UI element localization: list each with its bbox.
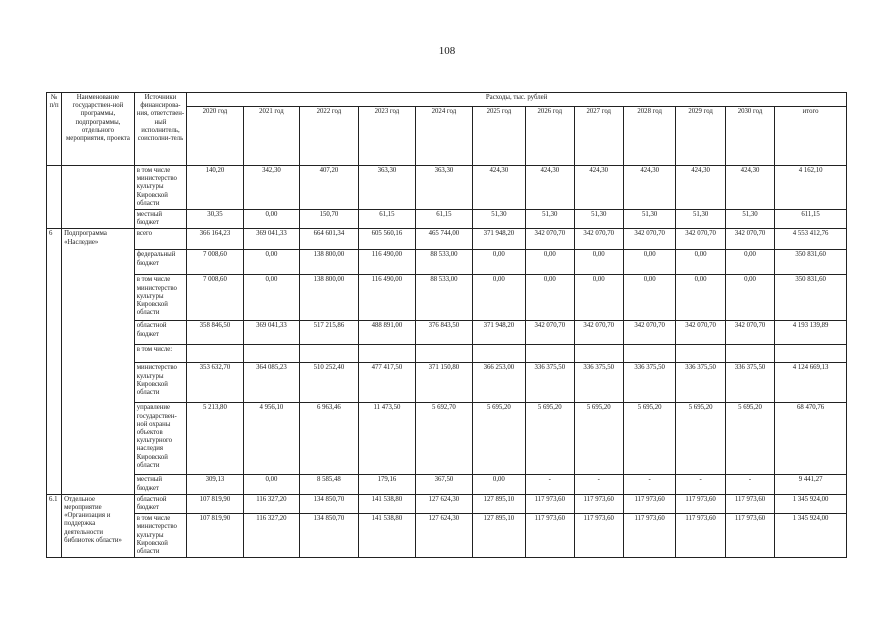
value-cell: 141 538,80 bbox=[358, 494, 416, 513]
value-cell bbox=[416, 345, 472, 363]
value-cell: 488 891,00 bbox=[358, 321, 416, 345]
table-row bbox=[47, 229, 847, 250]
value-cell: 0,00 bbox=[526, 250, 574, 275]
value-cell: 117 973,60 bbox=[676, 514, 725, 558]
value-cell: 138 800,00 bbox=[300, 250, 359, 275]
value-cell: 1 345 924,00 bbox=[775, 494, 847, 513]
value-cell: 116 490,00 bbox=[358, 275, 416, 321]
value-cell: 342 070,70 bbox=[676, 321, 725, 345]
table-row bbox=[47, 363, 847, 403]
value-cell: 342 070,70 bbox=[623, 321, 675, 345]
value-cell: 117 973,60 bbox=[623, 514, 675, 558]
row-name: Подпрограмма «Наследие» bbox=[62, 229, 135, 494]
value-cell: 0,00 bbox=[472, 275, 525, 321]
value-cell: 336 375,50 bbox=[526, 363, 574, 403]
value-cell: 342 070,70 bbox=[574, 321, 623, 345]
value-cell: 127 624,30 bbox=[416, 514, 472, 558]
value-cell: 424,30 bbox=[526, 166, 574, 210]
value-cell: 5 695,20 bbox=[472, 403, 525, 475]
value-cell: 5 692,70 bbox=[416, 403, 472, 475]
value-cell: 0,00 bbox=[574, 250, 623, 275]
value-cell: 51,30 bbox=[623, 210, 675, 229]
value-cell: 353 632,70 bbox=[187, 363, 243, 403]
value-cell: 8 585,48 bbox=[300, 475, 359, 494]
value-cell: 611,15 bbox=[775, 210, 847, 229]
value-cell: 336 375,50 bbox=[574, 363, 623, 403]
row-number bbox=[47, 166, 62, 229]
value-cell: 424,30 bbox=[472, 166, 525, 210]
value-cell: 342 070,70 bbox=[676, 229, 725, 250]
row-number: 6.1 bbox=[47, 494, 62, 557]
value-cell: 179,16 bbox=[358, 475, 416, 494]
header-year: 2027 год bbox=[574, 107, 623, 166]
value-cell bbox=[623, 345, 675, 363]
value-cell: 134 850,70 bbox=[300, 494, 359, 513]
value-cell bbox=[725, 345, 774, 363]
value-cell: 4 162,10 bbox=[775, 166, 847, 210]
value-cell bbox=[472, 345, 525, 363]
value-cell: 0,00 bbox=[243, 275, 299, 321]
row-source: в том числе министерство культуры Кировской области bbox=[134, 514, 186, 558]
value-cell: 510 252,40 bbox=[300, 363, 359, 403]
value-cell: 117 973,60 bbox=[574, 494, 623, 513]
value-cell: 465 744,00 bbox=[416, 229, 472, 250]
value-cell: 0,00 bbox=[472, 475, 525, 494]
value-cell: 0,00 bbox=[574, 275, 623, 321]
value-cell: 5 213,80 bbox=[187, 403, 243, 475]
value-cell: 424,30 bbox=[725, 166, 774, 210]
value-cell: 5 695,20 bbox=[574, 403, 623, 475]
value-cell: 1 345 924,00 bbox=[775, 514, 847, 558]
value-cell bbox=[775, 345, 847, 363]
value-cell: 369 041,33 bbox=[243, 229, 299, 250]
value-cell: 9 441,27 bbox=[775, 475, 847, 494]
value-cell bbox=[187, 345, 243, 363]
value-cell: 424,30 bbox=[623, 166, 675, 210]
value-cell: - bbox=[725, 475, 774, 494]
value-cell: 517 215,86 bbox=[300, 321, 359, 345]
value-cell: 68 470,76 bbox=[775, 403, 847, 475]
row-source: местный бюджет bbox=[134, 475, 186, 494]
value-cell: 0,00 bbox=[725, 275, 774, 321]
value-cell: 369 041,33 bbox=[243, 321, 299, 345]
value-cell: 342 070,70 bbox=[526, 229, 574, 250]
value-cell: 30,35 bbox=[187, 210, 243, 229]
value-cell: 336 375,50 bbox=[725, 363, 774, 403]
budget-table bbox=[46, 92, 847, 558]
value-cell: 0,00 bbox=[243, 210, 299, 229]
table-row bbox=[47, 403, 847, 475]
value-cell: 5 695,20 bbox=[623, 403, 675, 475]
value-cell: 342,30 bbox=[243, 166, 299, 210]
value-cell: 61,15 bbox=[416, 210, 472, 229]
value-cell bbox=[574, 345, 623, 363]
value-cell: 0,00 bbox=[676, 275, 725, 321]
table-row bbox=[47, 321, 847, 345]
value-cell: 117 973,60 bbox=[623, 494, 675, 513]
value-cell: 0,00 bbox=[243, 250, 299, 275]
header-year: 2024 год bbox=[416, 107, 472, 166]
value-cell: 88 533,00 bbox=[416, 275, 472, 321]
value-cell bbox=[300, 345, 359, 363]
value-cell: 127 624,30 bbox=[416, 494, 472, 513]
value-cell: 117 973,60 bbox=[725, 514, 774, 558]
value-cell: 0,00 bbox=[472, 250, 525, 275]
value-cell: 0,00 bbox=[623, 250, 675, 275]
value-cell: 336 375,50 bbox=[676, 363, 725, 403]
value-cell: - bbox=[574, 475, 623, 494]
value-cell: 107 819,90 bbox=[187, 514, 243, 558]
value-cell: 342 070,70 bbox=[725, 321, 774, 345]
value-cell: 116 327,20 bbox=[243, 514, 299, 558]
row-source: в том числе: bbox=[134, 345, 186, 363]
value-cell: 117 973,60 bbox=[574, 514, 623, 558]
value-cell: 364 085,23 bbox=[243, 363, 299, 403]
value-cell: 309,13 bbox=[187, 475, 243, 494]
value-cell: 0,00 bbox=[243, 475, 299, 494]
value-cell: 0,00 bbox=[725, 250, 774, 275]
value-cell: 477 417,50 bbox=[358, 363, 416, 403]
value-cell: 141 538,80 bbox=[358, 514, 416, 558]
value-cell: 342 070,70 bbox=[574, 229, 623, 250]
value-cell: 0,00 bbox=[526, 275, 574, 321]
header-year: 2030 год bbox=[725, 107, 774, 166]
value-cell: 424,30 bbox=[676, 166, 725, 210]
value-cell: 366 164,23 bbox=[187, 229, 243, 250]
value-cell: - bbox=[623, 475, 675, 494]
value-cell: 138 800,00 bbox=[300, 275, 359, 321]
value-cell: 371 948,20 bbox=[472, 229, 525, 250]
value-cell: 4 124 669,13 bbox=[775, 363, 847, 403]
value-cell: 350 831,60 bbox=[775, 275, 847, 321]
value-cell: 0,00 bbox=[623, 275, 675, 321]
page-number: 108 bbox=[438, 45, 456, 57]
value-cell bbox=[358, 345, 416, 363]
header-source: Источники финансирова-ния, ответствен-ный исполнитель, соисполни-тель bbox=[134, 93, 186, 166]
header-name: Наименование государствен-ной программы, подпрограммы, отдельного мероприятия, проекта bbox=[62, 93, 135, 166]
value-cell: 342 070,70 bbox=[725, 229, 774, 250]
row-name bbox=[62, 166, 135, 229]
value-cell: 342 070,70 bbox=[623, 229, 675, 250]
value-cell: 7 008,60 bbox=[187, 275, 243, 321]
table-row bbox=[47, 345, 847, 363]
value-cell: 134 850,70 bbox=[300, 514, 359, 558]
header-number: № п/п bbox=[47, 93, 62, 166]
header-year: 2026 год bbox=[526, 107, 574, 166]
value-cell: 51,30 bbox=[472, 210, 525, 229]
row-number: 6 bbox=[47, 229, 62, 494]
value-cell: 336 375,50 bbox=[623, 363, 675, 403]
row-source: федеральный бюджет bbox=[134, 250, 186, 275]
value-cell bbox=[526, 345, 574, 363]
value-cell: 363,30 bbox=[416, 166, 472, 210]
value-cell: 7 008,60 bbox=[187, 250, 243, 275]
value-cell: 363,30 bbox=[358, 166, 416, 210]
header-year: 2020 год bbox=[187, 107, 243, 166]
table-row bbox=[47, 494, 847, 513]
value-cell: 4 956,10 bbox=[243, 403, 299, 475]
value-cell: 116 327,20 bbox=[243, 494, 299, 513]
table-row bbox=[47, 275, 847, 321]
value-cell: 5 695,20 bbox=[526, 403, 574, 475]
value-cell: 117 973,60 bbox=[526, 494, 574, 513]
value-cell: 371 150,80 bbox=[416, 363, 472, 403]
row-name: Отдельное мероприятие «Организация и поддержка деятельности библиотек области» bbox=[62, 494, 135, 557]
value-cell: 61,15 bbox=[358, 210, 416, 229]
value-cell: 424,30 bbox=[574, 166, 623, 210]
value-cell: 117 973,60 bbox=[526, 514, 574, 558]
header-expenses: Расходы, тыс. рублей bbox=[187, 93, 847, 107]
row-source: всего bbox=[134, 229, 186, 250]
value-cell: 358 846,50 bbox=[187, 321, 243, 345]
header-year: итого bbox=[775, 107, 847, 166]
row-source: областной бюджет bbox=[134, 494, 186, 513]
row-source: в том числе министерство культуры Кировской области bbox=[134, 275, 186, 321]
value-cell: 664 601,34 bbox=[300, 229, 359, 250]
value-cell: 51,30 bbox=[526, 210, 574, 229]
value-cell: 407,20 bbox=[300, 166, 359, 210]
value-cell: 117 973,60 bbox=[725, 494, 774, 513]
value-cell: 6 963,46 bbox=[300, 403, 359, 475]
table-row bbox=[47, 514, 847, 558]
header-year: 2022 год bbox=[300, 107, 359, 166]
value-cell: 140,20 bbox=[187, 166, 243, 210]
value-cell: 107 819,90 bbox=[187, 494, 243, 513]
table-row bbox=[47, 475, 847, 494]
row-source: областной бюджет bbox=[134, 321, 186, 345]
header-year: 2023 год bbox=[358, 107, 416, 166]
value-cell: 116 490,00 bbox=[358, 250, 416, 275]
value-cell: 605 560,16 bbox=[358, 229, 416, 250]
value-cell: 376 843,50 bbox=[416, 321, 472, 345]
value-cell: 127 895,10 bbox=[472, 494, 525, 513]
value-cell: 367,50 bbox=[416, 475, 472, 494]
value-cell: 51,30 bbox=[725, 210, 774, 229]
header-year: 2029 год bbox=[676, 107, 725, 166]
table-row bbox=[47, 210, 847, 229]
value-cell: 366 253,00 bbox=[472, 363, 525, 403]
value-cell: 5 695,20 bbox=[725, 403, 774, 475]
value-cell bbox=[676, 345, 725, 363]
value-cell: 51,30 bbox=[574, 210, 623, 229]
value-cell: 4 553 412,76 bbox=[775, 229, 847, 250]
row-source: министерство культуры Кировской области bbox=[134, 363, 186, 403]
value-cell: 11 473,50 bbox=[358, 403, 416, 475]
value-cell bbox=[243, 345, 299, 363]
value-cell: 117 973,60 bbox=[676, 494, 725, 513]
value-cell: - bbox=[526, 475, 574, 494]
value-cell: 4 193 139,89 bbox=[775, 321, 847, 345]
value-cell: 0,00 bbox=[676, 250, 725, 275]
value-cell: 350 831,60 bbox=[775, 250, 847, 275]
value-cell: 371 948,20 bbox=[472, 321, 525, 345]
table-row bbox=[47, 250, 847, 275]
row-source: местный бюджет bbox=[134, 210, 186, 229]
value-cell: 51,30 bbox=[676, 210, 725, 229]
value-cell: 127 895,10 bbox=[472, 514, 525, 558]
header-year: 2025 год bbox=[472, 107, 525, 166]
row-source: в том числе министерство культуры Кировской области bbox=[134, 166, 186, 210]
header-year: 2021 год bbox=[243, 107, 299, 166]
table-row bbox=[47, 166, 847, 210]
value-cell: 5 695,20 bbox=[676, 403, 725, 475]
value-cell: - bbox=[676, 475, 725, 494]
value-cell: 88 533,00 bbox=[416, 250, 472, 275]
row-source: управление государствен-ной охраны объектов культурного наследия Кировской области bbox=[134, 403, 186, 475]
header-year: 2028 год bbox=[623, 107, 675, 166]
value-cell: 150,70 bbox=[300, 210, 359, 229]
value-cell: 342 070,70 bbox=[526, 321, 574, 345]
